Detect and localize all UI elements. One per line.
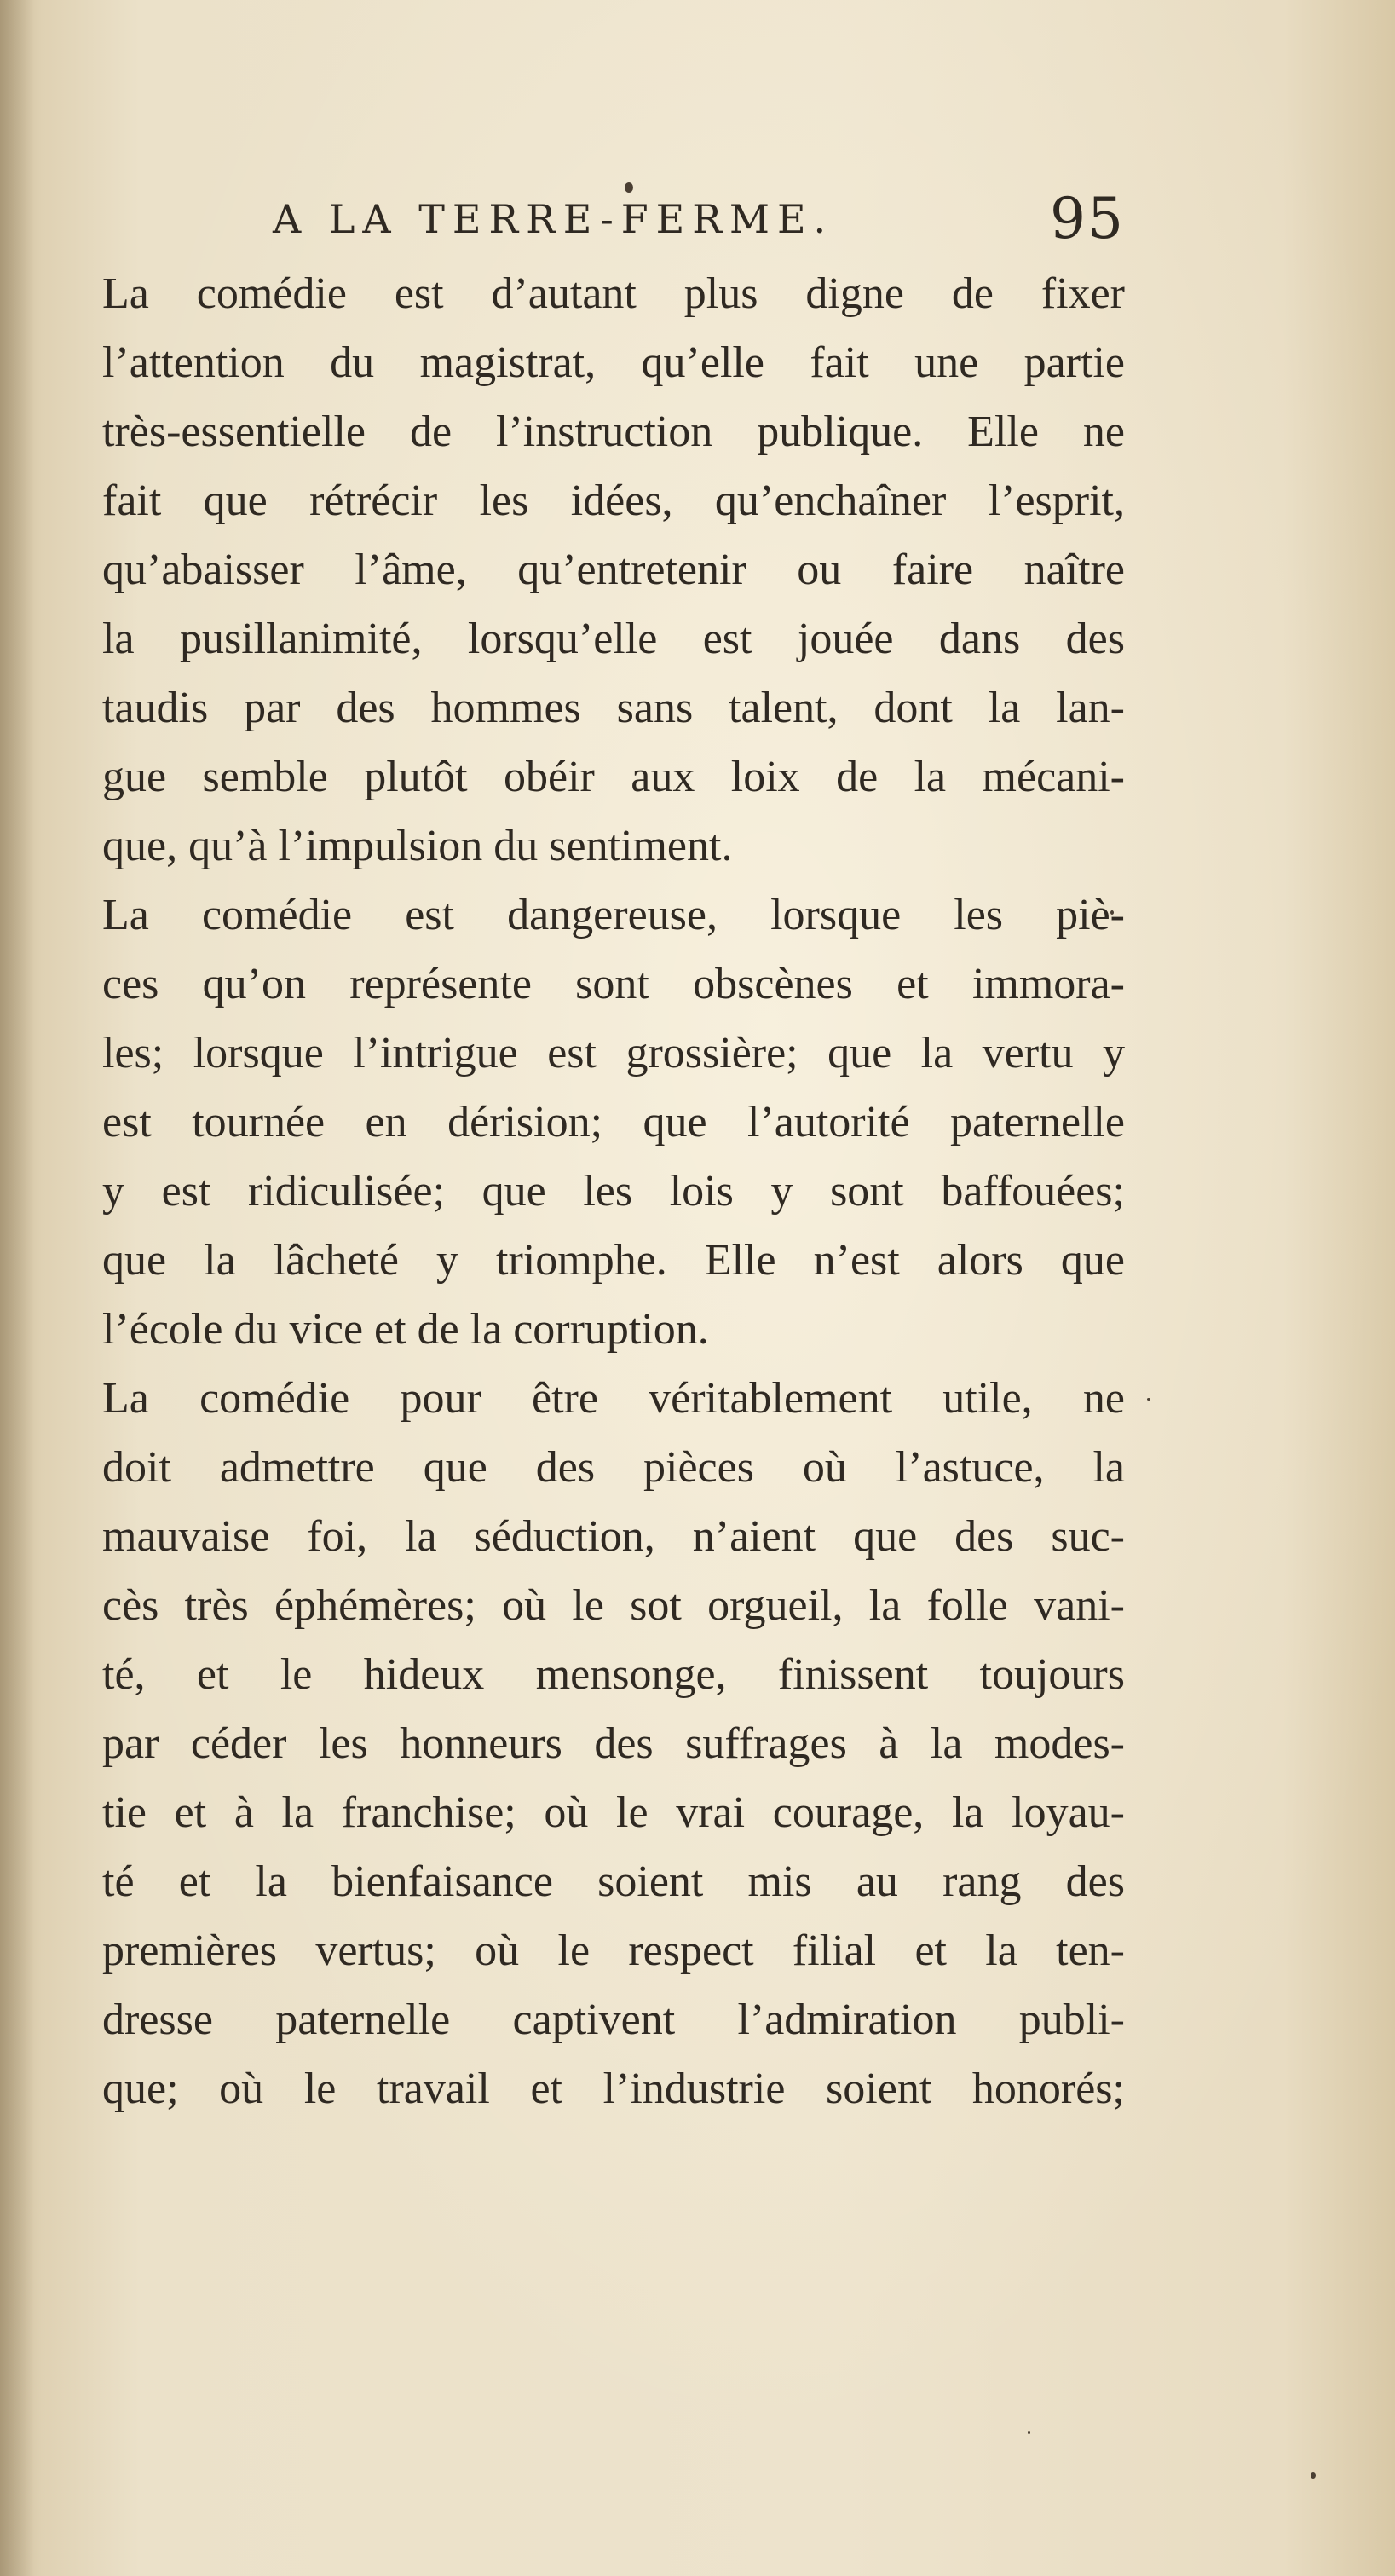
text-line: l’attention du magistrat, qu’elle fait une partie xyxy=(102,338,1125,387)
text-line: gue semble plutôt obéir aux loix de la mécani- xyxy=(102,753,1125,801)
running-title: A LA TERRE-FERME. xyxy=(273,196,834,242)
text-line: cès très éphémères; où le sot orgueil, la folle vani- xyxy=(102,1581,1125,1630)
text-line: mauvaise foi, la séduction, n’aient que des suc- xyxy=(102,1512,1125,1561)
text-line: la pusillanimité, lorsqu’elle est jouée dans des xyxy=(102,615,1125,663)
text-line: l’école du vice et de la corruption. xyxy=(102,1305,709,1354)
text-line: dresse paternelle captivent l’admiration publi- xyxy=(102,1996,1125,2044)
text-line: La comédie est dangereuse, lorsque les piè- xyxy=(102,891,1125,939)
paper-speck xyxy=(1311,2472,1316,2479)
text-line: très-essentielle de l’instruction publique. Elle ne xyxy=(102,407,1125,456)
text-line: té, et le hideux mensonge, finissent toujours xyxy=(102,1650,1125,1699)
text-line: y est ridiculisée; que les lois y sont baffouées; xyxy=(102,1167,1125,1216)
text-line: que; où le travail et l’industrie soient honorés; xyxy=(102,2065,1125,2113)
text-line: La comédie pour être véritablement utile, ne xyxy=(102,1374,1125,1423)
text-line: que la lâcheté y triomphe. Elle n’est alors que xyxy=(102,1236,1125,1285)
text-line: ces qu’on représente sont obscènes et immora- xyxy=(102,960,1125,1008)
paper-speck xyxy=(1147,1398,1150,1401)
paper-speck xyxy=(1028,2431,1030,2434)
text-line: est tournée en dérision; que l’autorité paternelle xyxy=(102,1098,1125,1146)
text-line: par céder les honneurs des suffrages à la modes- xyxy=(102,1719,1125,1768)
text-line: les; lorsque l’intrigue est grossière; que la vertu y xyxy=(102,1029,1125,1077)
text-line: tie et à la franchise; où le vrai courage, la loyau- xyxy=(102,1788,1125,1837)
text-line: premières vertus; où le respect filial et la ten- xyxy=(102,1926,1125,1975)
gutter-shadow xyxy=(0,0,34,2576)
body-text xyxy=(102,259,1125,2123)
text-line: que, qu’à l’impulsion du sentiment. xyxy=(102,822,733,870)
text-line: fait que rétrécir les idées, qu’enchaîner l’esprit, xyxy=(102,477,1125,525)
running-head xyxy=(273,186,1125,254)
text-line: té et la bienfaisance soient mis au rang des xyxy=(102,1857,1125,1906)
text-line: taudis par des hommes sans talent, dont la lan- xyxy=(102,684,1125,732)
text-line: doit admettre que des pièces où l’astuce, la xyxy=(102,1443,1125,1492)
page-number: 95 xyxy=(1050,186,1125,251)
text-line: qu’abaisser l’âme, qu’entretenir ou faire naître xyxy=(102,546,1125,594)
text-line: La comédie est d’autant plus digne de fixer xyxy=(102,269,1125,318)
